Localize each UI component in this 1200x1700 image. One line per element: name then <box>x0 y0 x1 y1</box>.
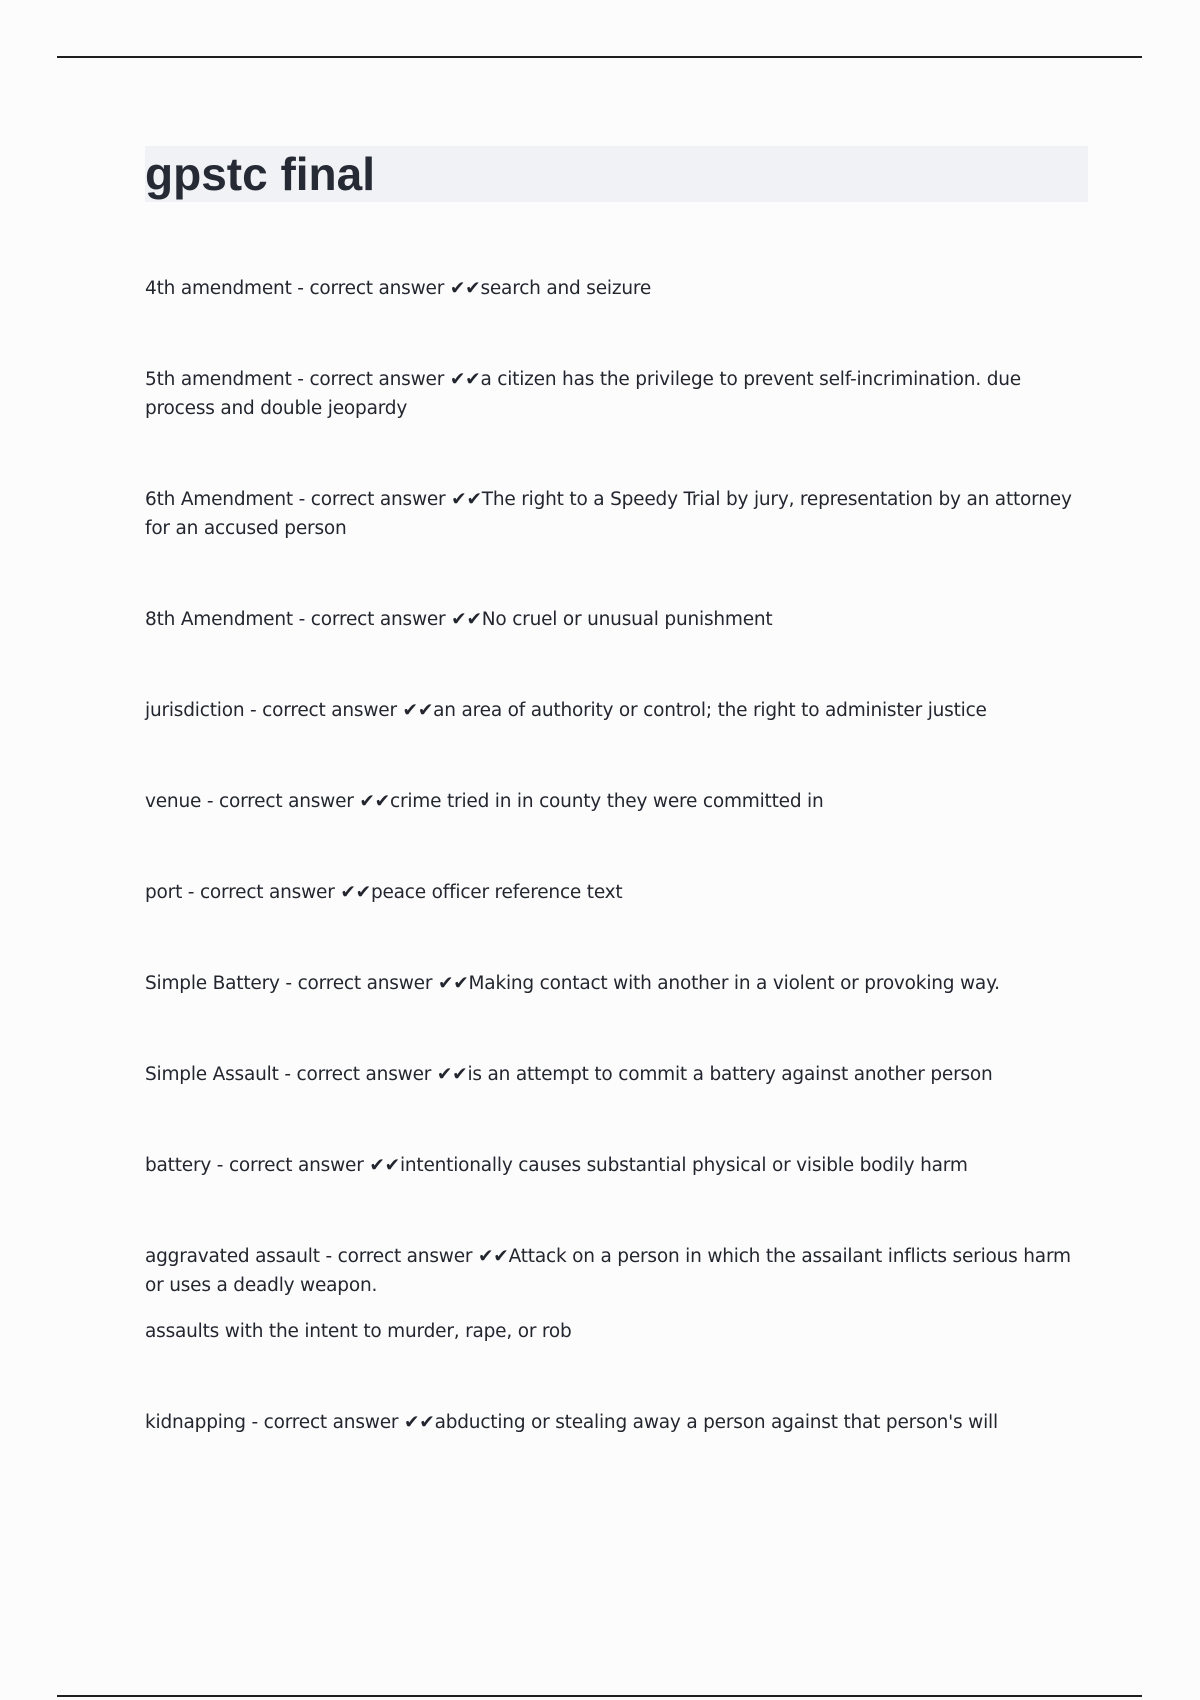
list-item <box>145 878 1088 907</box>
term: jurisdiction <box>145 700 245 721</box>
list-item <box>145 605 1088 634</box>
check-marks-icon: ✔✔ <box>437 973 469 994</box>
title-box <box>145 146 1088 202</box>
answer-separator: - correct answer <box>245 1412 404 1433</box>
definition: abducting or stealing away a person against that person's will <box>434 1412 998 1433</box>
definition-extra: assaults with the intent to murder, rape, or rob <box>145 1321 572 1342</box>
definition: No cruel or unusual punishment <box>481 609 773 630</box>
check-marks-icon: ✔✔ <box>436 1064 468 1085</box>
definition: intentionally causes substantial physical or visible bodily harm <box>399 1155 968 1176</box>
check-marks-icon: ✔✔ <box>340 882 371 903</box>
check-marks-icon: ✔✔ <box>369 1155 400 1176</box>
answer-separator: - correct answer <box>292 489 452 510</box>
term: venue <box>145 791 202 812</box>
definition: Attack on a person in which the assailant inflicts serious harm or uses a deadly weapon. <box>145 1246 1071 1296</box>
answer-separator: - correct answer <box>279 973 438 994</box>
list-item <box>145 696 1088 725</box>
term: 5th amendment <box>145 369 292 390</box>
answer-separator: - correct answer <box>291 369 450 390</box>
definition: is an attempt to commit a battery against another person <box>467 1064 993 1085</box>
list-item <box>145 1408 1088 1437</box>
list-item <box>145 969 1088 998</box>
list-item <box>145 1060 1088 1089</box>
answer-separator: - correct answer <box>201 791 360 812</box>
bottom-rule <box>57 1695 1142 1697</box>
term: 6th Amendment <box>145 489 293 510</box>
answer-separator: - correct answer <box>182 882 341 903</box>
check-marks-icon: ✔✔ <box>451 489 482 510</box>
check-marks-icon: ✔✔ <box>449 369 481 390</box>
page-title: gpstc final <box>145 148 376 200</box>
check-marks-icon: ✔✔ <box>359 791 390 812</box>
answer-separator: - correct answer <box>244 700 403 721</box>
check-marks-icon: ✔✔ <box>449 278 481 299</box>
list-item <box>145 365 1088 423</box>
list-item <box>145 1242 1088 1300</box>
definition: a citizen has the privilege to prevent self-incrimination. due process and double jeopardy <box>145 369 1021 419</box>
answer-separator: - correct answer <box>291 278 450 299</box>
definition: an area of authority or control; the right to administer justice <box>433 700 987 721</box>
check-marks-icon: ✔✔ <box>451 609 482 630</box>
list-item <box>145 274 1088 303</box>
top-rule <box>57 56 1142 58</box>
document-body <box>145 146 1088 1499</box>
list-item <box>145 787 1088 816</box>
check-marks-icon: ✔✔ <box>477 1246 509 1267</box>
definition: Making contact with another in a violent or provoking way. <box>468 973 1000 994</box>
answer-separator: - correct answer <box>278 1064 437 1085</box>
check-marks-icon: ✔✔ <box>403 1412 435 1433</box>
term: Simple Battery <box>145 973 280 994</box>
definition: The right to a Speedy Trial by jury, representation by an attorney for an accused person <box>145 489 1072 539</box>
term: aggravated assault <box>145 1246 320 1267</box>
definition: peace officer reference text <box>370 882 623 903</box>
term: port <box>145 882 183 903</box>
term: kidnapping <box>145 1412 246 1433</box>
list-item <box>145 1151 1088 1180</box>
flashcard-list <box>145 274 1088 1437</box>
term: 8th Amendment <box>145 609 293 630</box>
answer-separator: - correct answer <box>319 1246 478 1267</box>
check-marks-icon: ✔✔ <box>402 700 434 721</box>
definition: search and seizure <box>480 278 652 299</box>
answer-separator: - correct answer <box>292 609 452 630</box>
definition: crime tried in in county they were committed in <box>389 791 824 812</box>
term: Simple Assault <box>145 1064 279 1085</box>
term: 4th amendment <box>145 278 292 299</box>
answer-separator: - correct answer <box>211 1155 370 1176</box>
term: battery <box>145 1155 212 1176</box>
list-item <box>145 485 1088 543</box>
